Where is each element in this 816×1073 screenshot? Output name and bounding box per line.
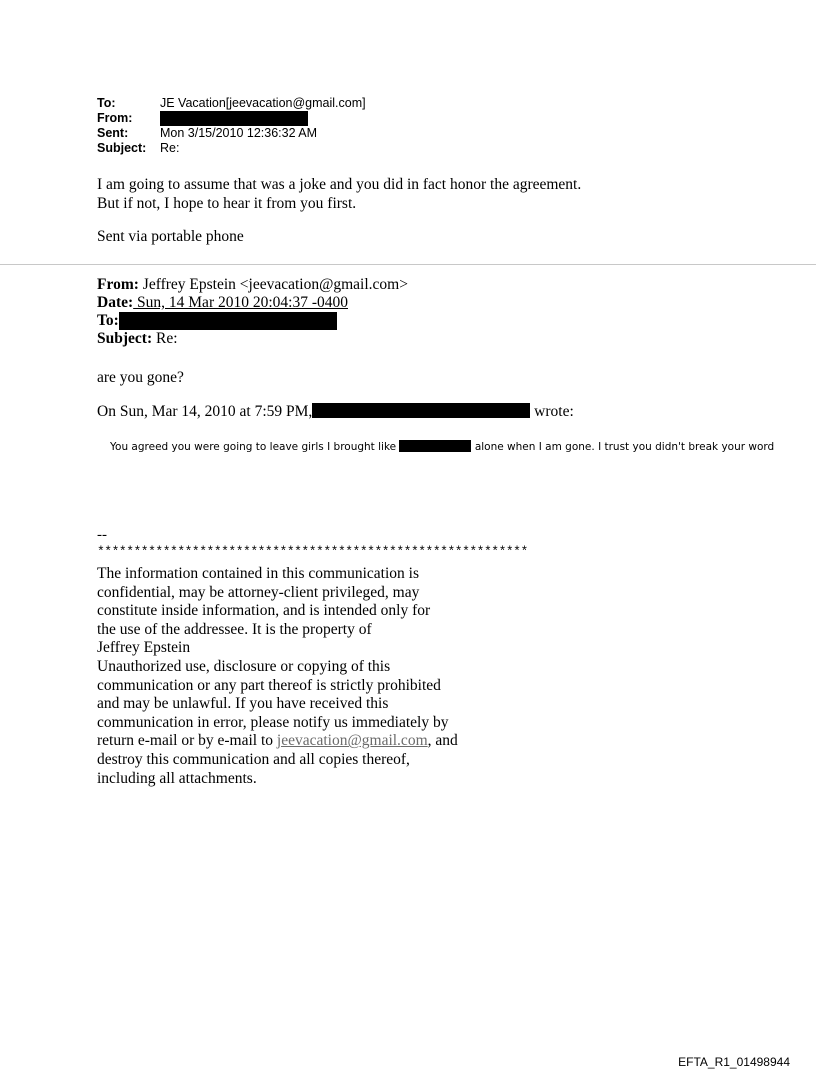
forwarded-header [97, 276, 408, 348]
redaction-box [312, 403, 530, 418]
fwd-subject-row [97, 330, 408, 348]
disclaimer-line: communication or any part thereof is strictly prohibited [97, 676, 441, 694]
disclaimer-line: Unauthorized use, disclosure or copying of this [97, 657, 391, 675]
attribution-suffix: wrote: [530, 403, 574, 420]
to-label: To: [97, 96, 116, 110]
message-body [97, 175, 581, 213]
fwd-date-label: Date: [97, 294, 134, 311]
quote-attribution [97, 403, 574, 421]
fwd-subject-value: Re: [152, 330, 178, 347]
fwd-from-label: From: [97, 276, 139, 293]
message-line-2: But if not, I hope to hear it from you first. [97, 195, 357, 212]
disclaimer-return-line [97, 732, 458, 751]
return-prefix: return e-mail or by e-mail to [97, 732, 277, 750]
divider [0, 264, 816, 265]
header-from-row [97, 111, 366, 126]
subject-label: Subject: [97, 141, 147, 155]
disclaimer-line: The information contained in this communication is [97, 565, 419, 582]
return-suffix: , and [427, 732, 458, 750]
to-value: JE Vacation[jeevacation@gmail.com] [160, 96, 366, 110]
disclaimer-line: destroy this communication and all copies thereof, [97, 750, 410, 768]
from-label: From: [97, 111, 133, 125]
document-id: EFTA_R1_01498944 [678, 1055, 790, 1069]
email-header [97, 96, 366, 156]
header-sent-row [97, 126, 366, 141]
fwd-date-row [97, 294, 408, 312]
disclaimer-line: Jeffrey Epstein [97, 639, 191, 657]
disclaimer-line: confidential, may be attorney-client privileged, may [97, 583, 420, 601]
disclaimer-line: the use of the addressee. It is the property of [97, 620, 372, 638]
quote-part-2: alone when I am gone. I trust you didn't break your word [474, 441, 775, 453]
signature-dash: -- [97, 527, 107, 543]
disclaimer [97, 565, 458, 788]
disclaimer-line: communication in error, please notify us immediately by [97, 713, 449, 731]
disclaimer-line: and may be unlawful. If you have received this [97, 695, 389, 713]
message-signature: Sent via portable phone [97, 228, 244, 245]
header-to-row [97, 96, 366, 111]
fwd-date-value: Sun, 14 Mar 2010 20:04:37 -0400 [133, 294, 348, 311]
quote-part-1: You agreed you were going to leave girls I brought like [110, 441, 397, 453]
sent-value: Mon 3/15/2010 12:36:32 AM [160, 126, 318, 140]
sent-label: Sent: [97, 126, 129, 140]
fwd-from-value: Jeffrey Epstein <jeevacation@gmail.com> [138, 276, 408, 293]
email-link[interactable]: jeevacation@gmail.com [276, 732, 428, 750]
message-line-1: I am going to assume that was a joke and you did in fact honor the agreement. [97, 176, 582, 193]
fwd-to-row [97, 312, 408, 330]
fwd-from-row [97, 276, 408, 294]
disclaimer-line: constitute inside information, and is intended only for [97, 602, 431, 620]
redaction-box [160, 111, 308, 126]
attribution-prefix: On Sun, Mar 14, 2010 at 7:59 PM, [97, 403, 313, 420]
header-subject-row [97, 141, 366, 156]
disclaimer-line: including all attachments. [97, 769, 257, 787]
redaction-box [119, 312, 337, 330]
subject-value: Re: [160, 141, 180, 155]
quoted-message [110, 440, 774, 453]
fwd-body: are you gone? [97, 369, 184, 386]
star-separator: *********************************************************** [97, 544, 528, 559]
fwd-subject-label: Subject: [97, 330, 153, 347]
fwd-to-label: To: [97, 312, 119, 329]
redaction-box [399, 440, 471, 452]
